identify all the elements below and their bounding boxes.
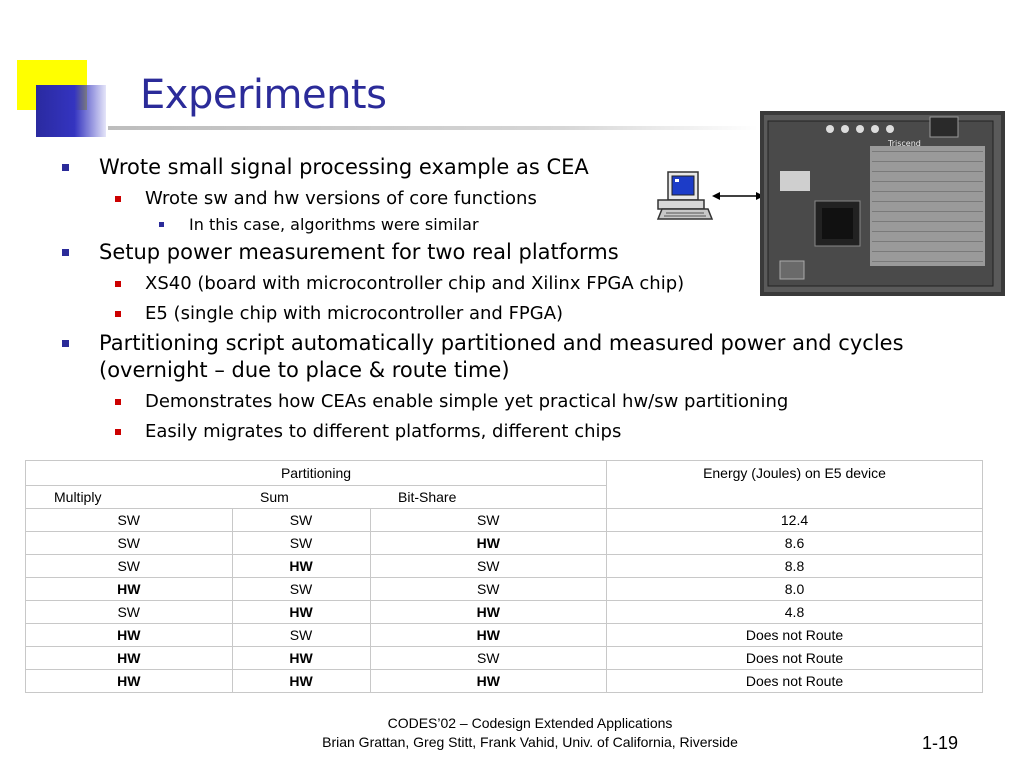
slide-footer [260,714,800,752]
bullet-text: Wrote sw and hw versions of core functions [145,188,537,209]
energy-cell: Does not Route [607,670,983,693]
table-row [26,578,983,601]
energy-cell: Does not Route [607,624,983,647]
multiply-cell: SW [26,509,233,532]
bullet-item [60,330,920,384]
board-label: Triscend [888,139,921,148]
table-row [26,624,983,647]
bullet-item [60,390,920,414]
multiply-cell [26,624,233,647]
hw-value: HW [289,604,313,620]
table-header-row [26,461,983,486]
board-photo [760,111,1005,296]
bitshare-cell: SW [370,555,607,578]
multiply-cell [26,578,233,601]
hw-value: HW [117,627,141,643]
footer-line-1: CODES’02 – Codesign Extended Applications [387,715,673,731]
energy-cell: 8.6 [607,532,983,555]
hw-value: HW [476,604,500,620]
bullet-square-icon [62,340,69,347]
bullet-text: In this case, algorithms were similar [189,215,479,234]
bullet-square-icon [115,311,121,317]
bullet-square-icon [62,249,69,256]
hw-value: HW [117,581,141,597]
hw-value: HW [289,673,313,689]
energy-cell: Does not Route [607,647,983,670]
bitshare-cell [370,624,607,647]
energy-cell: 8.8 [607,555,983,578]
footer-line-2: Brian Grattan, Greg Stitt, Frank Vahid, Univ. of California, Riverside [322,734,738,750]
multiply-cell [26,647,233,670]
bitshare-cell [370,532,607,555]
bitshare-cell: SW [370,647,607,670]
sum-cell: SW [232,509,370,532]
title-accent-blue [36,85,106,137]
energy-cell: 8.0 [607,578,983,601]
multiply-cell [26,670,233,693]
bullet-square-icon [159,222,164,227]
page-number: 1-19 [922,733,959,753]
hw-value: HW [289,558,313,574]
energy-header: Energy (Joules) on E5 device [607,461,983,509]
table-row [26,532,983,555]
title-underline [108,126,758,130]
hw-value: HW [289,650,313,666]
sum-cell [232,555,370,578]
bullet-square-icon [115,196,121,202]
partitioning-header: Partitioning [26,461,607,486]
bullet-item [60,420,920,444]
bullet-square-icon [115,399,121,405]
column-header-multiply: Multiply [26,486,233,509]
table-row [26,647,983,670]
bitshare-cell [370,670,607,693]
bullet-square-icon [115,429,121,435]
sum-cell [232,670,370,693]
table-row [26,601,983,624]
hw-value: HW [476,535,500,551]
bullet-text: Wrote small signal processing example as CEA [99,155,589,179]
sum-cell: SW [232,578,370,601]
table-row [26,509,983,532]
bullet-text: Setup power measurement for two real platforms [99,240,619,264]
column-header-sum: Sum [232,486,370,509]
bullet-text: Easily migrates to different platforms, different chips [145,421,622,442]
hw-value: HW [117,673,141,689]
hw-value: HW [476,673,500,689]
multiply-cell: SW [26,555,233,578]
table-row [26,670,983,693]
bullet-item [60,302,920,326]
hw-value: HW [476,627,500,643]
bullet-text: Demonstrates how CEAs enable simple yet practical hw/sw partitioning [145,391,789,412]
bullet-text: E5 (single chip with microcontroller and FPGA) [145,303,564,324]
sum-cell [232,601,370,624]
energy-cell: 4.8 [607,601,983,624]
desktop-computer-icon [656,170,714,222]
energy-table [25,460,983,693]
slide-title: Experiments [140,72,387,118]
sum-cell: SW [232,624,370,647]
multiply-cell: SW [26,601,233,624]
bullet-text: XS40 (board with microcontroller chip and Xilinx FPGA chip) [145,273,685,294]
hw-value: HW [117,650,141,666]
sum-cell [232,647,370,670]
bitshare-cell [370,601,607,624]
bullet-text: Partitioning script automatically partitioned and measured power and cycles (overnight – due to place & route time) [99,331,904,382]
bitshare-cell: SW [370,509,607,532]
energy-cell: 12.4 [607,509,983,532]
multiply-cell: SW [26,532,233,555]
column-header-bit-share: Bit-Share [370,486,607,509]
double-arrow-icon [712,188,764,204]
table-row [26,555,983,578]
sum-cell: SW [232,532,370,555]
bitshare-cell: SW [370,578,607,601]
bullet-square-icon [62,164,69,171]
bullet-square-icon [115,281,121,287]
